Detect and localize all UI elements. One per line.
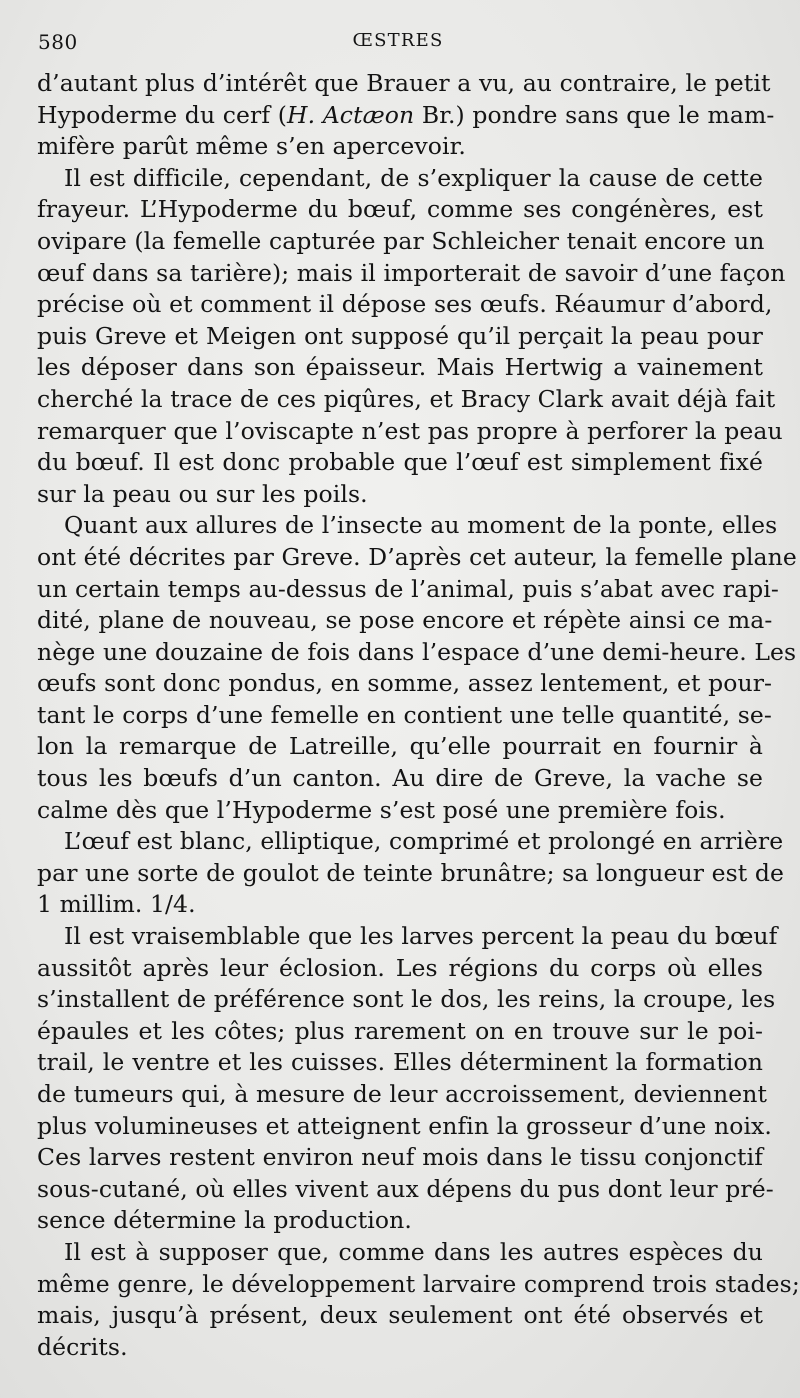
text-line: aussitôt après leur éclosion. Les régions du corps où elles [37,953,763,982]
text-line: les déposer dans son épaisseur. Mais Hertwig a vainement [37,353,763,382]
text-line: tant le corps d’une femelle en contient une telle quantité, se- [37,700,772,729]
text-line: Il est à supposer que, comme dans les autres espèces du [64,1237,763,1266]
text-line: ont été décrites par Greve. D’après cet auteur, la femelle plane [37,542,797,571]
text-line [37,100,775,132]
text-line: mais, jusqu’à présent, deux seulement ont été observés et [37,1301,763,1330]
text-line: Il est vraisemblable que les larves percent la peau du bœuf [64,922,778,951]
text-line: tous les bœufs d’un canton. Au dire de Greve, la vache se [37,764,763,793]
text-line: un certain temps au-dessus de l’animal, puis s’abat avec rapi- [37,574,779,603]
text-line: sous-cutané, où elles vivent aux dépens du pus dont leur pré- [37,1174,774,1203]
running-title: ŒSTRES [352,30,444,51]
text-line: remarquer que l’oviscapte n’est pas propre à perforer la peau [37,416,783,445]
page-header [38,30,758,60]
text-line: même genre, le développement larvaire comprend trois stades; [37,1269,800,1298]
text-line: Il est difficile, cependant, de s’expliquer la cause de cette [64,163,763,192]
text-line: précise où et comment il dépose ses œufs. Réaumur d’abord, [37,290,773,319]
text-line: mifère parût même s’en apercevoir. [37,132,466,161]
text-line: lon la remarque de Latreille, qu’elle pourrait en fournir à [37,732,763,761]
text-line-part: Hypoderme du cerf ( [37,100,287,129]
text-line: Ces larves restent environ neuf mois dans le tissu conjonctif [37,1143,763,1172]
page-number: 580 [38,30,78,54]
text-line: L’œuf est blanc, elliptique, comprimé et prolongé en arrière [64,827,784,856]
text-line: œuf dans sa tarière); mais il importerait de savoir d’une façon [37,258,786,287]
text-line: s’installent de préférence sont le dos, les reins, la croupe, les [37,985,776,1014]
text-line: œufs sont donc pondus, en somme, assez lentement, et pour- [37,669,773,698]
text-line: sence détermine la production. [37,1206,412,1235]
text-line: calme dès que l’Hypoderme s’est posé une première fois. [37,795,726,824]
text-line: par une sorte de goulot de teinte brunâtre; sa longueur est de [37,858,785,887]
text-line: épaules et les côtes; plus rarement on en trouve sur le poi- [37,1016,763,1045]
text-line: sur la peau ou sur les poils. [37,479,368,508]
text-line: nège une douzaine de fois dans l’espace d’une demi-heure. Les [37,637,797,666]
text-line-part: Br.) pondre sans que le mam- [414,100,775,129]
text-line: décrits. [37,1332,128,1361]
text-line: frayeur. L’Hypoderme du bœuf, comme ses congénères, est [37,195,763,224]
text-line: Quant aux allures de l’insecte au moment de la ponte, elles [64,511,778,540]
text-line: de tumeurs qui, à mesure de leur accroissement, deviennent [37,1080,768,1108]
text-line: ovipare (la femelle capturée par Schleicher tenait encore un [37,226,765,255]
text-line: puis Greve et Meigen ont supposé qu’il perçait la peau pour [37,321,763,350]
text-line: plus volumineuses et atteignent enfin la grosseur d’une noix. [37,1111,772,1140]
text-line: trail, le ventre et les cuisses. Elles déterminent la formation [37,1048,763,1077]
text-line: 1 millim. 1/4. [37,890,196,919]
body-text [37,68,800,1363]
species-name: H. Actæon [287,100,415,129]
text-line: cherché la trace de ces piqûres, et Bracy Clark avait déjà fait [37,384,776,413]
text-line: d’autant plus d’intérêt que Brauer a vu, au contraire, le petit [37,69,771,97]
text-line: du bœuf. Il est donc probable que l’œuf est simplement fixé [37,448,763,477]
text-line: dité, plane de nouveau, se pose encore et répète ainsi ce ma- [37,606,773,635]
